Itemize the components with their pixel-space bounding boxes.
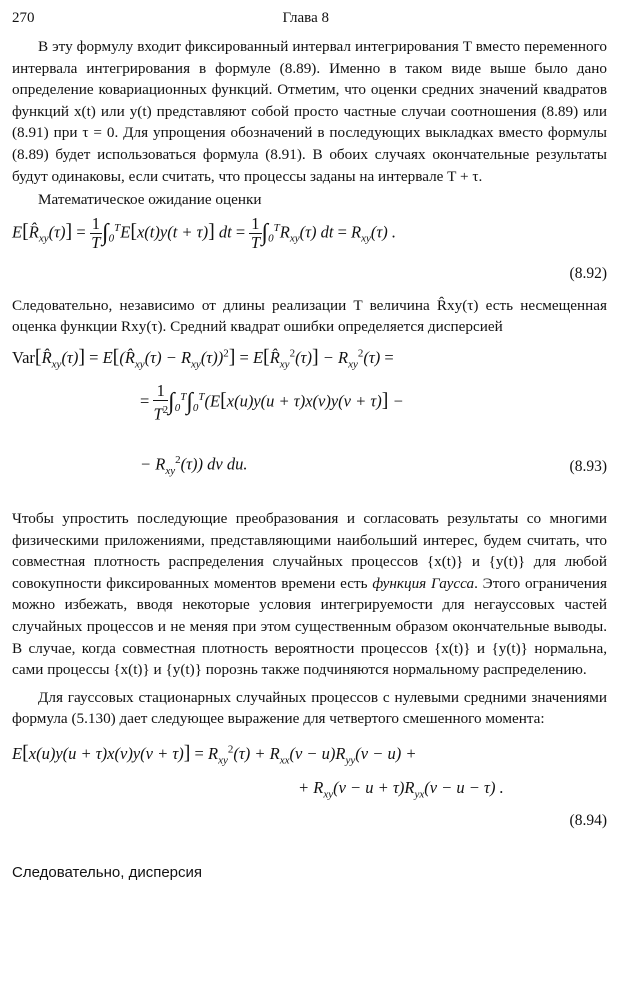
equation-8-94: $E[x(u)y(u + \tau)x(v)y(v + \tau)] = R_{xy}^2(\tau) + R_{xx}(v - u)R_{yy}(v - u)$ + + $R_{xy}(v - u + \tau)R_{yx}(v - u - \tau)$ . (8.94) [12, 741, 607, 829]
paragraph-4 [12, 508, 607, 681]
paragraph-1: В эту формулу входит фиксированный интервал интегрирования T вместо переменного интервала интегрирования в формуле (8.89). Именно в таком виде выше было дано определение ковариационных функций. Отметим, что оценки средних значений квадратов функций x(t) или y(t) представляют собой просто частные случаи соотношения (8.89) или (8.91) при τ = 0. Для упрощения обозначений в последующих выкладках вместо формулы (8.89) будет использоваться формула (8.91). В обоих случаях окончательные результаты будут одинаковы, если считать, что процессы заданы на интервале T + τ. [12, 38, 607, 185]
chapter-title: Глава 8 [282, 10, 329, 26]
paragraph-4-end: . Этого ограничения можно избежать, вводя некоторые условия интегрируемости для негауссовых частей случайных процессов и не меняя при этом существенным образом окончательные выводы. В случае, когда совместная плотность вероятности процессов {x(t)} и {y(t)} нормальна, сами процессы {x(t)} и {y(t)} порознь также подчиняются нормальному распределению. [12, 574, 607, 679]
running-head [12, 10, 607, 32]
emphasis-gauss: функция Гаусса [372, 574, 475, 592]
equation-number: (8.93) [569, 457, 607, 475]
equation-number: (8.94) [569, 811, 607, 829]
paragraph-3: Следовательно, независимо от длины реализации T величина R̂xy(τ) есть несмещенная оценка функции Rxy(τ). Средний квадрат ошибки определяется дисперсией [12, 296, 607, 336]
paragraph-5: Для гауссовых стационарных случайных процессов с нулевыми средними значениями формула (5.130) дает следующее выражение для четвертого смешенного момента: [12, 688, 607, 728]
paragraph-6: Следовательно, дисперсия [12, 863, 203, 881]
paragraph-4-start: Чтобы упростить последующие преобразования и согласовать результаты со многими физическими приложениями, представляющими наибольший интерес, будем считать, что совместная плотность распределения случайных процессов {x(t)} и {y(t)} для любой совокупности фиксированных моментов времени есть [12, 509, 607, 592]
equation-number: (8.92) [569, 264, 607, 282]
paragraph-2: Математическое ожидание оценки [38, 191, 262, 209]
equation-8-93: $Var[R̂_{xy}(\tau)]$ = $E[(R̂_{xy}(\tau) - R_{xy}(\tau))^2]$ = $E[R̂_{xy}^2(\tau)] - R_{xy}^2(\tau)$ = = $\frac{1}{T^2}$ $\int_0^T\int_0^T(E[x(u)y(u + \tau)x(v)y(v + \tau)]$ − − $R_{xy}^2(\tau)$) dv du. (8.93) [12, 345, 607, 477]
equation-8-92: $E[R̂_{xy}(\tau)]$ = $\frac{1}{T}$ $\int_0^TE[x(t)y(t + \tau)]$ dt = $\frac{1}{T}$ $\int_0^TR_{xy}(\tau)$ dt = $R_{xy}(\tau)$ . (8.92) [12, 213, 607, 282]
page-number: 270 [12, 10, 35, 26]
